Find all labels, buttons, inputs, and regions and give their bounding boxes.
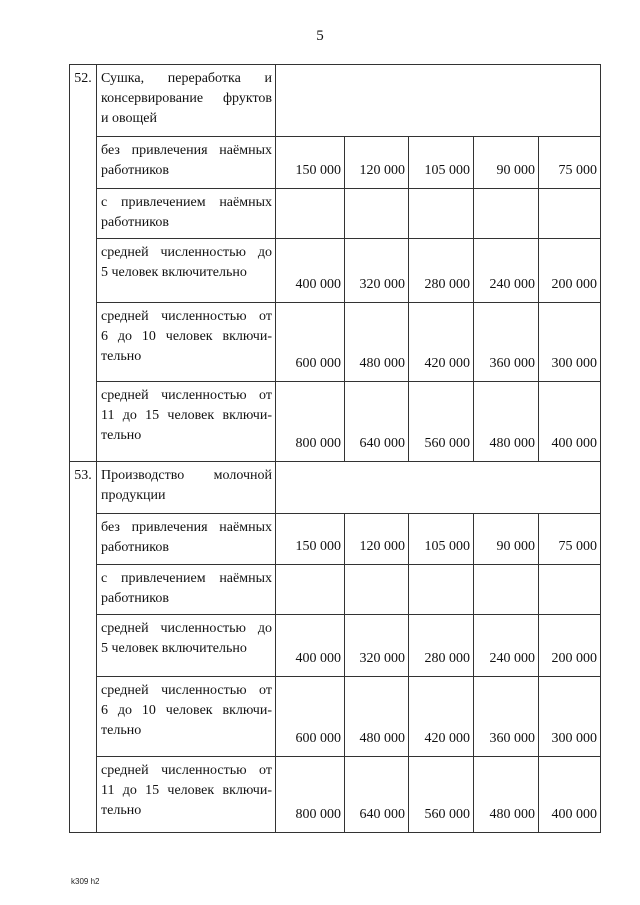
value-cell: 560 000 <box>409 382 474 462</box>
row-number-cell <box>70 303 97 382</box>
section-title-line: Производство молочной <box>101 468 272 483</box>
value-cell <box>276 189 345 239</box>
section-title-line: консервирование фруктов <box>101 91 272 106</box>
row-description-line: тельно <box>101 349 142 364</box>
value-cell: 300 000 <box>539 303 601 382</box>
row-description-line: средней численностью до <box>101 621 272 636</box>
value-cell: 90 000 <box>474 137 539 189</box>
value-cell: 300 000 <box>539 677 601 757</box>
value-cell: 150 000 <box>276 137 345 189</box>
row-description <box>97 303 276 382</box>
table-row <box>70 137 601 189</box>
table-row <box>70 677 601 757</box>
section-header-row <box>70 462 601 514</box>
value-cell: 360 000 <box>474 677 539 757</box>
row-description <box>97 382 276 462</box>
value-cell: 320 000 <box>345 615 409 677</box>
value-cell: 420 000 <box>409 303 474 382</box>
value-cell <box>539 565 601 615</box>
row-description-line: работников <box>101 540 169 555</box>
row-description-line: работников <box>101 215 169 230</box>
table-row <box>70 382 601 462</box>
row-description <box>97 615 276 677</box>
row-number-cell <box>70 137 97 189</box>
value-cell: 480 000 <box>474 757 539 833</box>
value-cell: 200 000 <box>539 239 601 303</box>
value-cell: 640 000 <box>345 382 409 462</box>
row-description <box>97 137 276 189</box>
section-title <box>97 462 276 514</box>
value-cell <box>474 189 539 239</box>
row-description-line: с привлечением наёмных <box>101 571 272 586</box>
row-number-cell <box>70 239 97 303</box>
row-number-cell <box>70 757 97 833</box>
value-cell <box>474 565 539 615</box>
row-description-line: тельно <box>101 803 142 818</box>
value-cell: 480 000 <box>345 677 409 757</box>
value-cell: 75 000 <box>539 137 601 189</box>
row-number-cell <box>70 615 97 677</box>
section-title-line: продукции <box>101 488 166 503</box>
value-cell: 150 000 <box>276 514 345 565</box>
table-row <box>70 565 601 615</box>
value-cell <box>409 189 474 239</box>
value-cell: 640 000 <box>345 757 409 833</box>
row-description <box>97 189 276 239</box>
row-number-cell <box>70 677 97 757</box>
value-cell: 120 000 <box>345 514 409 565</box>
value-cell: 400 000 <box>276 615 345 677</box>
row-description-line: 6 до 10 человек включи- <box>101 329 272 344</box>
value-cell: 400 000 <box>276 239 345 303</box>
table-row <box>70 303 601 382</box>
row-description-line: средней численностью до <box>101 245 272 260</box>
table-row <box>70 757 601 833</box>
value-cell <box>276 565 345 615</box>
value-cell <box>345 565 409 615</box>
value-cell: 200 000 <box>539 615 601 677</box>
row-description-line: тельно <box>101 723 142 738</box>
row-description-line: 11 до 15 человек включи- <box>101 408 272 423</box>
value-cell <box>345 189 409 239</box>
row-number-cell <box>70 514 97 565</box>
value-cell <box>409 565 474 615</box>
value-cell: 360 000 <box>474 303 539 382</box>
value-cell: 420 000 <box>409 677 474 757</box>
section-header-blank <box>276 462 601 514</box>
footer-code: k309 h2 <box>71 877 100 886</box>
value-cell: 600 000 <box>276 677 345 757</box>
value-cell: 560 000 <box>409 757 474 833</box>
page-number: 5 <box>316 28 324 44</box>
row-description <box>97 677 276 757</box>
row-description <box>97 514 276 565</box>
row-description-line: тельно <box>101 428 142 443</box>
value-cell: 90 000 <box>474 514 539 565</box>
section-title-line: и овощей <box>101 111 157 126</box>
table-row <box>70 189 601 239</box>
row-description-line: средней численностью от <box>101 683 272 698</box>
value-cell: 280 000 <box>409 239 474 303</box>
value-cell: 400 000 <box>539 757 601 833</box>
table-row <box>70 514 601 565</box>
value-cell: 480 000 <box>474 382 539 462</box>
row-description-line: 6 до 10 человек включи- <box>101 703 272 718</box>
tariff-table <box>69 64 601 833</box>
row-description-line: работников <box>101 591 169 606</box>
value-cell: 75 000 <box>539 514 601 565</box>
value-cell: 480 000 <box>345 303 409 382</box>
section-header-blank <box>276 65 601 137</box>
value-cell: 800 000 <box>276 382 345 462</box>
row-description-line: 11 до 15 человек включи- <box>101 783 272 798</box>
value-cell: 105 000 <box>409 137 474 189</box>
value-cell: 800 000 <box>276 757 345 833</box>
row-description-line: средней численностью от <box>101 388 272 403</box>
value-cell: 240 000 <box>474 615 539 677</box>
row-number-cell <box>70 189 97 239</box>
value-cell: 120 000 <box>345 137 409 189</box>
row-number-cell <box>70 382 97 462</box>
row-description-line: без привлечения наёмных <box>101 143 272 158</box>
value-cell: 320 000 <box>345 239 409 303</box>
row-description <box>97 757 276 833</box>
row-description <box>97 565 276 615</box>
table-body <box>70 65 601 833</box>
row-description-line: 5 человек включительно <box>101 265 247 280</box>
row-description-line: с привлечением наёмных <box>101 195 272 210</box>
value-cell: 400 000 <box>539 382 601 462</box>
row-description-line: без привлечения наёмных <box>101 520 272 535</box>
section-title-line: Сушка, переработка и <box>101 71 272 86</box>
section-number: 53. <box>70 462 97 514</box>
row-description-line: средней численностью от <box>101 309 272 324</box>
value-cell <box>539 189 601 239</box>
section-title <box>97 65 276 137</box>
section-number: 52. <box>70 65 97 137</box>
row-number-cell <box>70 565 97 615</box>
row-description-line: работников <box>101 163 169 178</box>
row-description <box>97 239 276 303</box>
value-cell: 600 000 <box>276 303 345 382</box>
value-cell: 280 000 <box>409 615 474 677</box>
value-cell: 105 000 <box>409 514 474 565</box>
row-description-line: 5 человек включительно <box>101 641 247 656</box>
table-row <box>70 615 601 677</box>
table-row <box>70 239 601 303</box>
value-cell: 240 000 <box>474 239 539 303</box>
section-header-row <box>70 65 601 137</box>
row-description-line: средней численностью от <box>101 763 272 778</box>
